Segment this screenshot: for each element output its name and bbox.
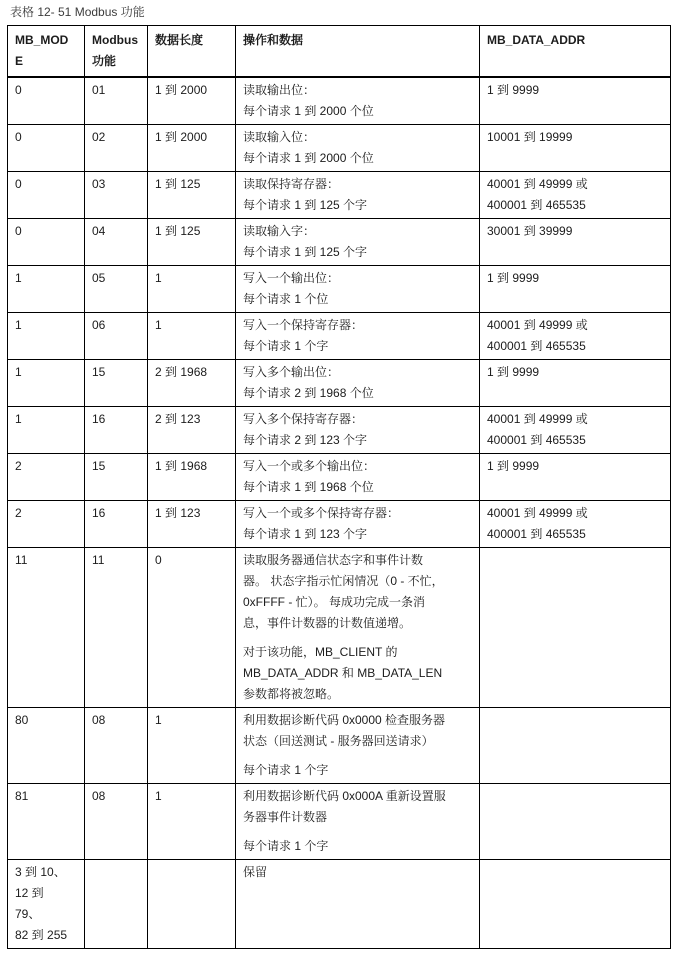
table-row xyxy=(8,360,671,407)
cell-mb-data-addr: 40001 到 49999 或 400001 到 465535 xyxy=(480,313,671,360)
cell-modbus-func: 08 xyxy=(85,708,148,784)
operation-paragraph: 写入一个或多个保持寄存器： 每个请求 1 到 123 个字 xyxy=(243,506,400,541)
cell-operation-data xyxy=(236,266,480,313)
cell-data-length: 1 到 125 xyxy=(148,219,236,266)
cell-mb-mode: 1 xyxy=(8,313,85,360)
cell-modbus-func: 15 xyxy=(85,360,148,407)
cell-modbus-func: 04 xyxy=(85,219,148,266)
cell-operation-data xyxy=(236,77,480,125)
cell-operation-data xyxy=(236,708,480,784)
cell-operation-data xyxy=(236,454,480,501)
cell-data-length: 1 到 2000 xyxy=(148,77,236,125)
cell-operation-data xyxy=(236,407,480,454)
cell-mb-mode: 80 xyxy=(8,708,85,784)
cell-mb-data-addr: 30001 到 39999 xyxy=(480,219,671,266)
cell-modbus-func: 08 xyxy=(85,784,148,860)
cell-mb-mode: 2 xyxy=(8,454,85,501)
operation-paragraph: 读取输入位： 每个请求 1 到 2000 个位 xyxy=(243,130,374,165)
operation-paragraph: 写入多个输出位： 每个请求 2 到 1968 个位 xyxy=(243,365,374,400)
cell-mb-data-addr xyxy=(480,548,671,708)
cell-operation-data xyxy=(236,313,480,360)
cell-modbus-func: 15 xyxy=(85,454,148,501)
table-caption: 表格 12- 51 Modbus 功能 xyxy=(10,5,145,19)
table-row xyxy=(8,860,671,949)
cell-data-length: 1 到 125 xyxy=(148,172,236,219)
operation-paragraph: 利用数据诊断代码 0x0000 检查服务器 状态（回送测试 - 服务器回送请求） xyxy=(243,713,446,748)
cell-modbus-func: 06 xyxy=(85,313,148,360)
operation-paragraph: 每个请求 1 个字 xyxy=(243,839,329,853)
operation-paragraph: 读取保持寄存器： 每个请求 1 到 125 个字 xyxy=(243,177,368,212)
operation-paragraph: 写入多个保持寄存器： 每个请求 2 到 123 个字 xyxy=(243,412,368,447)
cell-mb-data-addr: 1 到 9999 xyxy=(480,266,671,313)
cell-mb-data-addr: 1 到 9999 xyxy=(480,77,671,125)
table-header xyxy=(8,26,671,78)
cell-data-length xyxy=(148,860,236,949)
cell-mb-mode: 2 xyxy=(8,501,85,548)
cell-data-length: 1 到 1968 xyxy=(148,454,236,501)
cell-modbus-func: 03 xyxy=(85,172,148,219)
cell-operation-data xyxy=(236,172,480,219)
table-body xyxy=(8,77,671,949)
table-row xyxy=(8,77,671,125)
cell-mb-data-addr xyxy=(480,784,671,860)
operation-paragraph: 写入一个或多个输出位： 每个请求 1 到 1968 个位 xyxy=(243,459,376,494)
column-header-operation-data: 操作和数据 xyxy=(236,26,480,78)
cell-mb-mode: 0 xyxy=(8,172,85,219)
cell-modbus-func: 02 xyxy=(85,125,148,172)
cell-modbus-func: 01 xyxy=(85,77,148,125)
cell-operation-data xyxy=(236,360,480,407)
table-row xyxy=(8,548,671,708)
cell-data-length: 1 到 2000 xyxy=(148,125,236,172)
table-row xyxy=(8,125,671,172)
cell-mb-mode: 3 到 10、 12 到 79、 82 到 255 xyxy=(8,860,85,949)
operation-paragraph: 每个请求 1 个字 xyxy=(243,763,329,777)
operation-paragraph: 读取输出位： 每个请求 1 到 2000 个位 xyxy=(243,83,374,118)
cell-mb-mode: 1 xyxy=(8,266,85,313)
table-row xyxy=(8,454,671,501)
operation-paragraph: 写入一个输出位： 每个请求 1 个位 xyxy=(243,271,340,306)
cell-mb-mode: 0 xyxy=(8,77,85,125)
cell-mb-mode: 11 xyxy=(8,548,85,708)
cell-operation-data xyxy=(236,501,480,548)
cell-data-length: 1 到 123 xyxy=(148,501,236,548)
cell-data-length: 2 到 1968 xyxy=(148,360,236,407)
cell-mb-data-addr: 40001 到 49999 或 400001 到 465535 xyxy=(480,407,671,454)
cell-mb-data-addr: 40001 到 49999 或 400001 到 465535 xyxy=(480,501,671,548)
cell-operation-data xyxy=(236,860,480,949)
cell-mb-mode: 1 xyxy=(8,407,85,454)
cell-modbus-func xyxy=(85,860,148,949)
column-header-modbus-func: Modbus 功能 xyxy=(85,26,148,78)
cell-data-length: 0 xyxy=(148,548,236,708)
cell-operation-data xyxy=(236,548,480,708)
table-row xyxy=(8,784,671,860)
cell-mb-data-addr: 10001 到 19999 xyxy=(480,125,671,172)
operation-paragraph: 读取输入字： 每个请求 1 到 125 个字 xyxy=(243,224,368,259)
cell-data-length: 1 xyxy=(148,784,236,860)
cell-data-length: 1 xyxy=(148,313,236,360)
cell-operation-data xyxy=(236,784,480,860)
cell-operation-data xyxy=(236,125,480,172)
cell-mb-data-addr xyxy=(480,708,671,784)
cell-mb-mode: 81 xyxy=(8,784,85,860)
column-header-data-length: 数据长度 xyxy=(148,26,236,78)
cell-mb-mode: 0 xyxy=(8,125,85,172)
modbus-functions-table xyxy=(7,25,671,949)
table-row xyxy=(8,172,671,219)
cell-mb-mode: 1 xyxy=(8,360,85,407)
operation-paragraph: 保留 xyxy=(243,865,268,879)
cell-operation-data xyxy=(236,219,480,266)
cell-data-length: 2 到 123 xyxy=(148,407,236,454)
table-row xyxy=(8,501,671,548)
cell-modbus-func: 16 xyxy=(85,501,148,548)
cell-modbus-func: 16 xyxy=(85,407,148,454)
table-row xyxy=(8,219,671,266)
column-header-mb-data-addr: MB_DATA_ADDR xyxy=(480,26,671,78)
table-row xyxy=(8,313,671,360)
cell-mb-data-addr: 1 到 9999 xyxy=(480,360,671,407)
cell-data-length: 1 xyxy=(148,708,236,784)
operation-paragraph: 对于该功能，MB_CLIENT 的 MB_DATA_ADDR 和 MB_DATA_LEN 参数都将被忽略。 xyxy=(243,645,443,701)
operation-paragraph: 写入一个保持寄存器： 每个请求 1 个字 xyxy=(243,318,364,353)
column-header-mb-mode: MB_MOD E xyxy=(8,26,85,78)
cell-mb-mode: 0 xyxy=(8,219,85,266)
operation-paragraph: 读取服务器通信状态字和事件计数 器。 状态字指示忙闲情况（0 - 不忙， 0xFFFF - 忙）。 每成功完成一条消 息，事件计数器的计数值递增。 xyxy=(243,553,444,630)
cell-mb-data-addr: 40001 到 49999 或 400001 到 465535 xyxy=(480,172,671,219)
table-row xyxy=(8,407,671,454)
operation-paragraph: 利用数据诊断代码 0x000A 重新设置服 务器事件计数器 xyxy=(243,789,446,824)
cell-mb-data-addr: 1 到 9999 xyxy=(480,454,671,501)
cell-modbus-func: 11 xyxy=(85,548,148,708)
cell-modbus-func: 05 xyxy=(85,266,148,313)
table-header-row xyxy=(8,26,671,78)
table-row xyxy=(8,266,671,313)
cell-data-length: 1 xyxy=(148,266,236,313)
table-row xyxy=(8,708,671,784)
cell-mb-data-addr xyxy=(480,860,671,949)
